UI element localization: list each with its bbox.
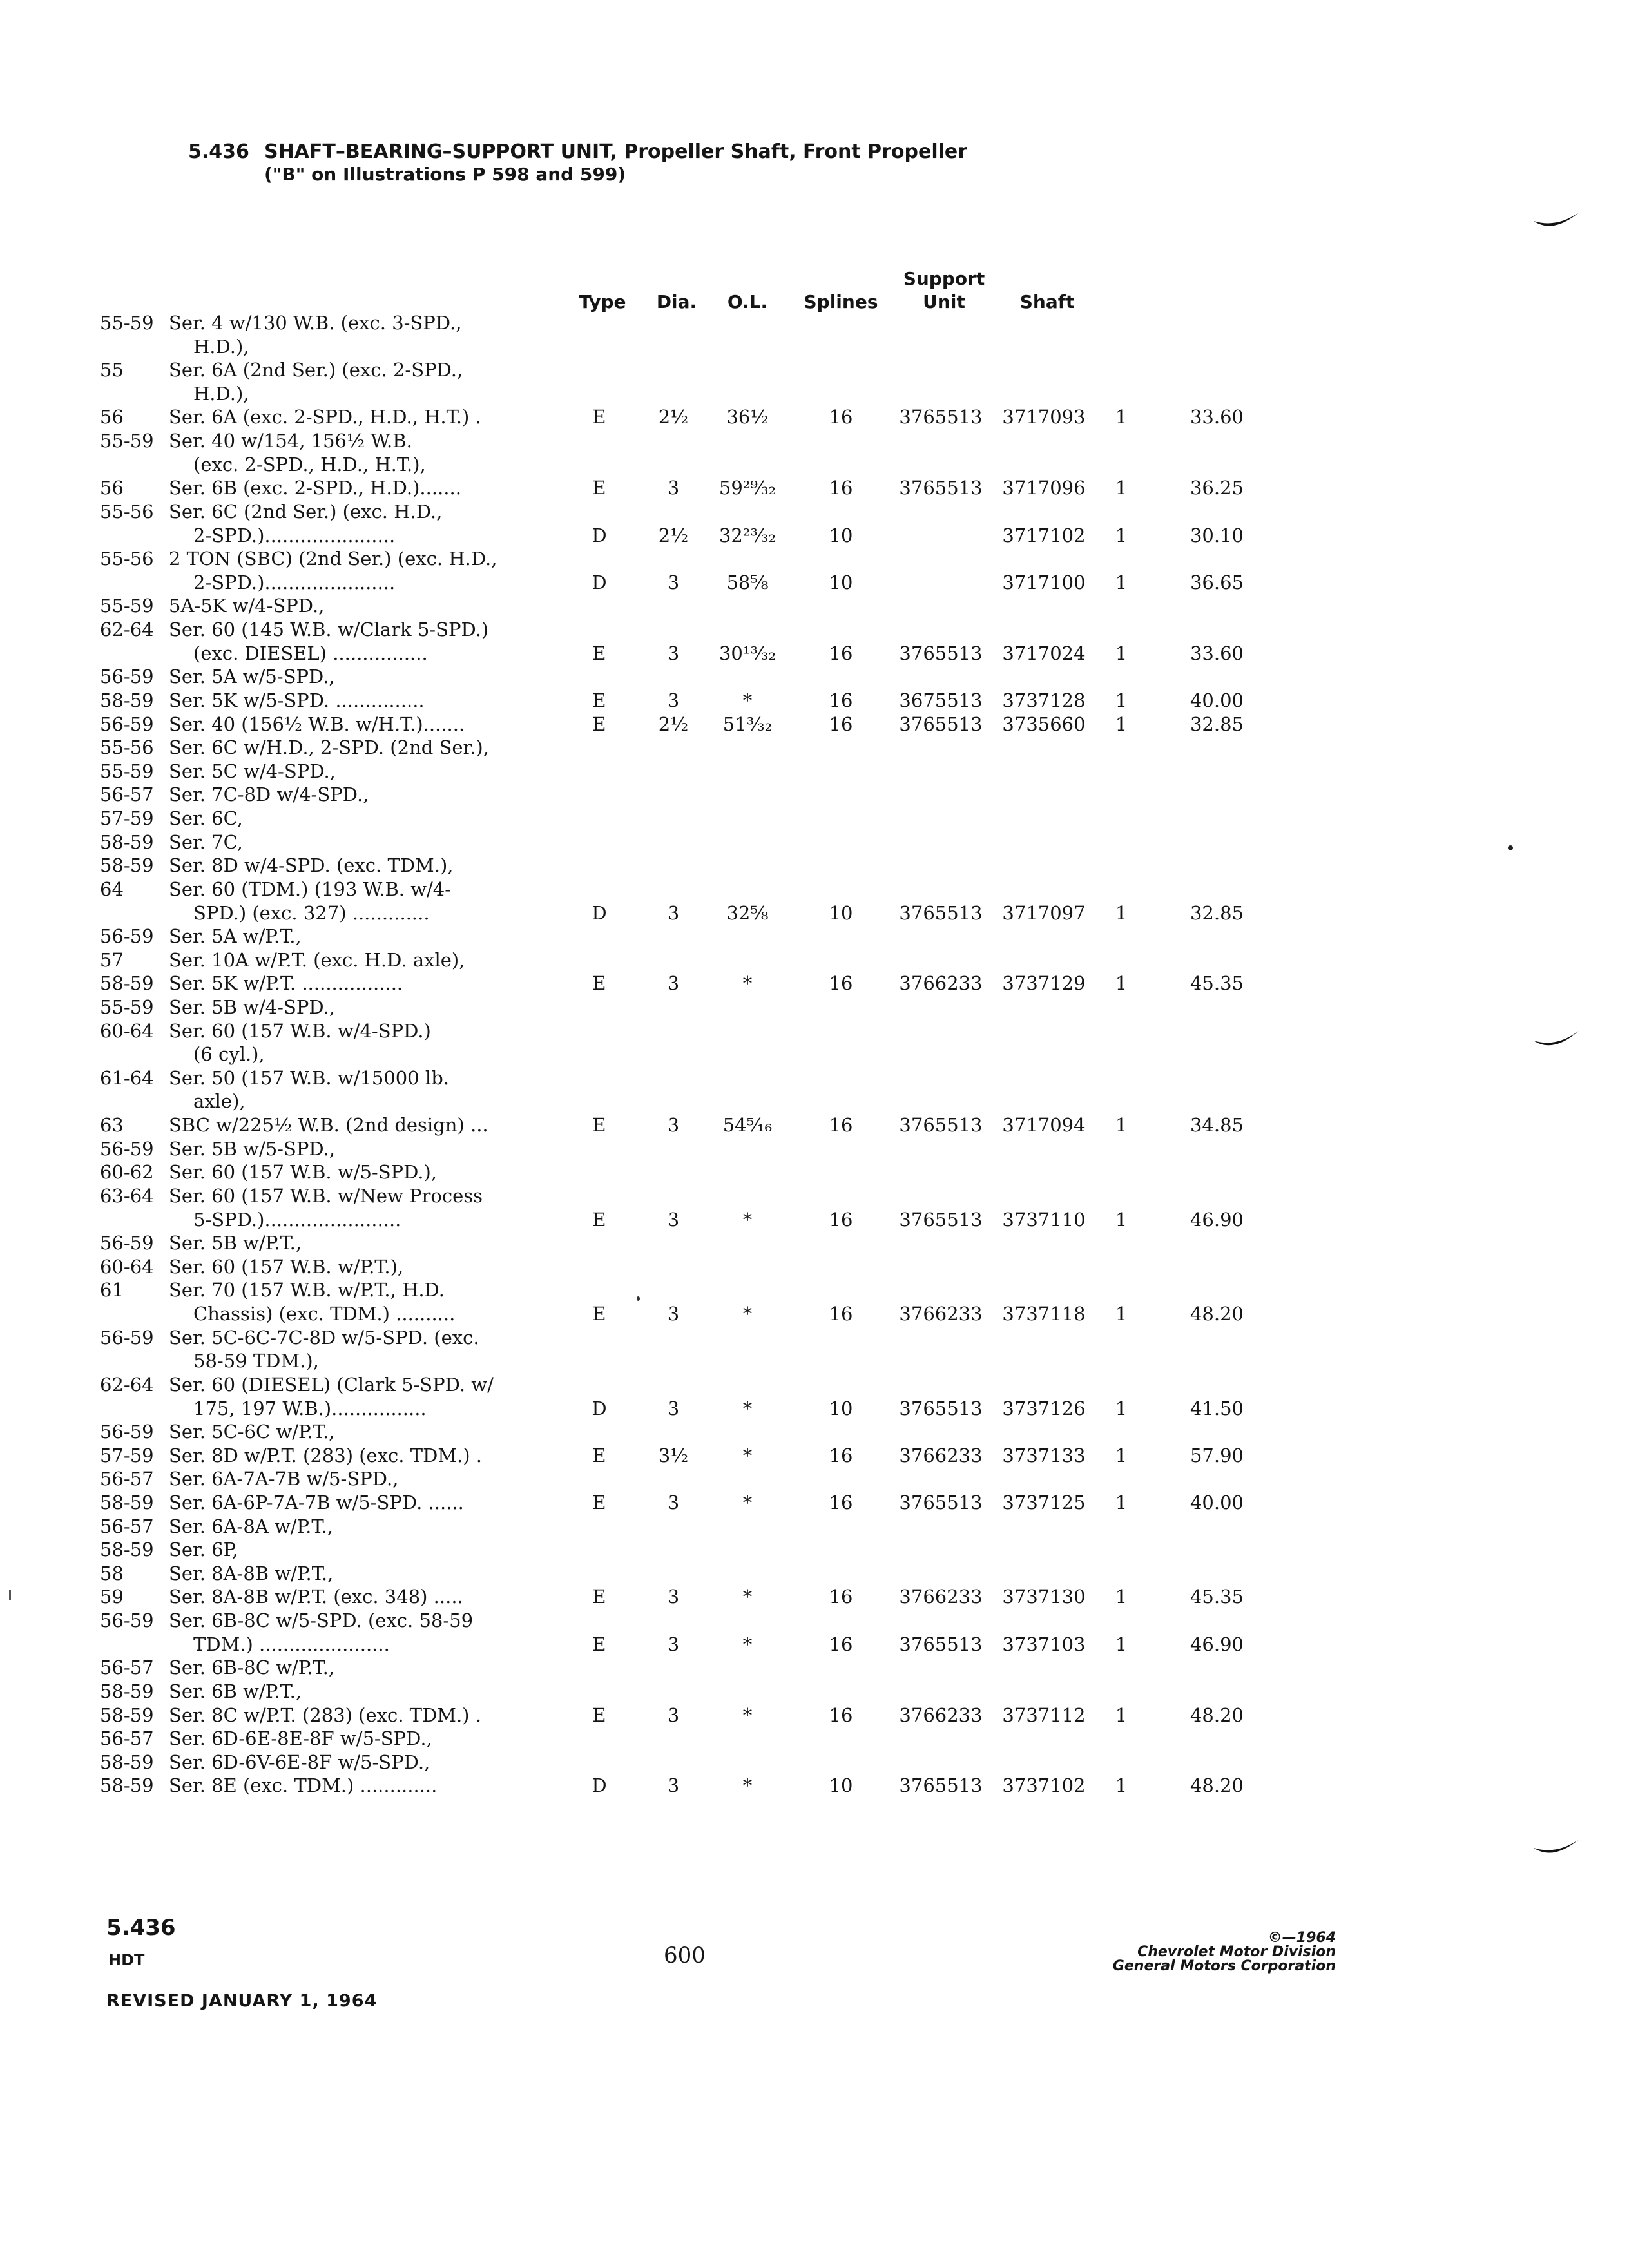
year-cell: 57-59 xyxy=(100,1445,154,1466)
diameter-cell: 3 xyxy=(667,1303,680,1325)
shaft-cell: 3737110 xyxy=(1002,1209,1086,1231)
year-cell: 56 xyxy=(100,406,124,428)
type-cell: E xyxy=(592,406,606,428)
revision-date: REVISED JANUARY 1, 1964 xyxy=(106,1991,378,2011)
shaft-cell: 3737126 xyxy=(1002,1398,1086,1419)
section-subtitle: ("B" on Illustrations P 598 and 599) xyxy=(264,164,626,185)
overall-length-cell: 32⅝ xyxy=(726,902,769,924)
quantity-cell: 1 xyxy=(1115,477,1128,499)
year-cell: 58-59 xyxy=(100,1492,154,1514)
year-cell: 55 xyxy=(100,359,124,381)
footer-code: HDT xyxy=(108,1951,145,1969)
year-cell: 58 xyxy=(100,1562,124,1584)
price-cell: 40.00 xyxy=(1190,1492,1244,1514)
description-cell: Ser. 7C-8D w/4-SPD., xyxy=(169,783,369,805)
year-cell: 55-59 xyxy=(100,760,154,782)
support-unit-cell: 3765513 xyxy=(899,1633,983,1655)
quantity-cell: 1 xyxy=(1115,1303,1128,1325)
shaft-cell: 3717094 xyxy=(1002,1114,1086,1136)
description-cell: axle), xyxy=(193,1090,246,1112)
description-cell: Ser. 5B w/5-SPD., xyxy=(169,1138,335,1160)
shaft-cell: 3737128 xyxy=(1002,689,1086,711)
year-cell: 64 xyxy=(100,878,124,900)
quantity-cell: 1 xyxy=(1115,406,1128,428)
overall-length-cell: * xyxy=(742,1398,753,1419)
description-cell: Ser. 4 w/130 W.B. (exc. 3-SPD., xyxy=(169,312,462,334)
diameter-cell: 3½ xyxy=(658,1445,689,1466)
year-cell: 58-59 xyxy=(100,1704,154,1726)
copyright: ©—1964 xyxy=(1268,1930,1336,1946)
overall-length-cell: 36½ xyxy=(726,406,769,428)
corporation-name: General Motors Corporation xyxy=(1112,1958,1336,1974)
support-unit-cell: 3765513 xyxy=(899,1114,983,1136)
year-cell: 58-59 xyxy=(100,1751,154,1773)
overall-length-cell: * xyxy=(742,1445,753,1466)
shaft-cell: 3717024 xyxy=(1002,642,1086,664)
type-cell: D xyxy=(592,524,607,546)
description-cell: Ser. 60 (DIESEL) (Clark 5-SPD. w/ xyxy=(169,1374,494,1396)
overall-length-cell: 32²³⁄₃₂ xyxy=(718,524,776,546)
year-cell: 56-59 xyxy=(100,1421,154,1443)
support-unit-cell: 3765513 xyxy=(899,642,983,664)
description-cell: 175, 197 W.B.)................ xyxy=(193,1398,427,1419)
description-cell: Ser. 60 (157 W.B. w/4-SPD.) xyxy=(169,1020,431,1042)
type-cell: D xyxy=(592,572,607,593)
description-cell: Ser. 6A-6P-7A-7B w/5-SPD. ...... xyxy=(169,1492,464,1514)
year-cell: 58-59 xyxy=(100,1539,154,1561)
description-cell: Ser. 5A w/P.T., xyxy=(169,925,302,947)
year-cell: 55-59 xyxy=(100,595,154,617)
support-unit-cell: 3766233 xyxy=(899,1704,983,1726)
description-cell: Ser. 6B-8C w/5-SPD. (exc. 58-59 xyxy=(169,1610,474,1631)
description-cell: Ser. 5K w/P.T. ................. xyxy=(169,972,403,994)
year-cell: 60-64 xyxy=(100,1020,154,1042)
price-cell: 36.25 xyxy=(1190,477,1244,499)
price-cell: 46.90 xyxy=(1190,1209,1244,1231)
quantity-cell: 1 xyxy=(1115,524,1128,546)
speck-mark-small xyxy=(637,1296,640,1301)
page-number: 600 xyxy=(664,1943,706,1968)
shaft-cell: 3717093 xyxy=(1002,406,1086,428)
type-cell: E xyxy=(592,972,606,994)
diameter-cell: 2½ xyxy=(658,713,689,735)
year-cell: 55-59 xyxy=(100,312,154,334)
year-cell: 56-59 xyxy=(100,1610,154,1631)
quantity-cell: 1 xyxy=(1115,572,1128,593)
splines-cell: 10 xyxy=(829,1774,853,1796)
diameter-cell: 3 xyxy=(667,1586,680,1608)
description-cell: Ser. 6C w/H.D., 2-SPD. (2nd Ser.), xyxy=(169,736,489,758)
description-cell: Ser. 6A-8A w/P.T., xyxy=(169,1515,333,1537)
support-unit-cell: 3675513 xyxy=(899,689,983,711)
description-cell: Ser. 5K w/5-SPD. ............... xyxy=(169,689,425,711)
year-cell: 57-59 xyxy=(100,807,154,829)
year-cell: 60-62 xyxy=(100,1161,154,1183)
price-cell: 32.85 xyxy=(1190,902,1244,924)
description-cell: Chassis) (exc. TDM.) .......... xyxy=(193,1303,456,1325)
quantity-cell: 1 xyxy=(1115,902,1128,924)
shaft-cell: 3737102 xyxy=(1002,1774,1086,1796)
year-cell: 59 xyxy=(100,1586,124,1608)
shaft-cell: 3717100 xyxy=(1002,572,1086,593)
year-cell: 58-59 xyxy=(100,1774,154,1796)
year-cell: 55-59 xyxy=(100,430,154,452)
description-cell: (exc. 2-SPD., H.D., H.T.), xyxy=(193,454,426,476)
year-cell: 58-59 xyxy=(100,831,154,853)
section-number: 5.436 xyxy=(188,140,249,163)
price-cell: 40.00 xyxy=(1190,689,1244,711)
quantity-cell: 1 xyxy=(1115,1704,1128,1726)
year-cell: 58-59 xyxy=(100,1680,154,1702)
diameter-cell: 3 xyxy=(667,1398,680,1419)
binder-hole-mark-bottom xyxy=(1530,1832,1582,1864)
quantity-cell: 1 xyxy=(1115,1209,1128,1231)
support-unit-cell: 3765513 xyxy=(899,1398,983,1419)
year-cell: 56-59 xyxy=(100,1138,154,1160)
year-cell: 56-57 xyxy=(100,1468,154,1490)
overall-length-cell: 30¹³⁄₃₂ xyxy=(718,642,776,664)
year-cell: 55-59 xyxy=(100,996,154,1018)
type-cell: E xyxy=(592,1704,606,1726)
year-cell: 56-59 xyxy=(100,713,154,735)
shaft-cell: 3737130 xyxy=(1002,1586,1086,1608)
year-cell: 56-59 xyxy=(100,666,154,687)
overall-length-cell: * xyxy=(742,972,753,994)
splines-cell: 16 xyxy=(829,1633,853,1655)
year-cell: 58-59 xyxy=(100,854,154,876)
shaft-cell: 3737112 xyxy=(1002,1704,1086,1726)
description-cell: Ser. 8C w/P.T. (283) (exc. TDM.) . xyxy=(169,1704,481,1726)
description-cell: SPD.) (exc. 327) ............. xyxy=(193,902,430,924)
description-cell: Ser. 8A-8B w/P.T. (exc. 348) ..... xyxy=(169,1586,463,1608)
year-cell: 61-64 xyxy=(100,1067,154,1089)
type-cell: E xyxy=(592,642,606,664)
price-cell: 48.20 xyxy=(1190,1774,1244,1796)
type-cell: E xyxy=(592,1445,606,1466)
description-cell: Ser. 8A-8B w/P.T., xyxy=(169,1562,334,1584)
year-cell: 56-57 xyxy=(100,1727,154,1749)
year-cell: 56-59 xyxy=(100,1327,154,1349)
description-cell: 58-59 TDM.), xyxy=(193,1350,319,1372)
splines-cell: 10 xyxy=(829,524,853,546)
quantity-cell: 1 xyxy=(1115,1445,1128,1466)
description-cell: Ser. 10A w/P.T. (exc. H.D. axle), xyxy=(169,949,465,971)
description-cell: Ser. 5C w/4-SPD., xyxy=(169,760,336,782)
type-cell: E xyxy=(592,1114,606,1136)
price-cell: 34.85 xyxy=(1190,1114,1244,1136)
description-cell: Ser. 8D w/4-SPD. (exc. TDM.), xyxy=(169,854,454,876)
description-cell: 5A-5K w/4-SPD., xyxy=(169,595,325,617)
splines-cell: 16 xyxy=(829,713,853,735)
year-cell: 55-56 xyxy=(100,736,154,758)
price-cell: 36.65 xyxy=(1190,572,1244,593)
description-cell: 2-SPD.)...................... xyxy=(193,572,396,593)
description-cell: Ser. 6B-8C w/P.T., xyxy=(169,1657,335,1678)
price-cell: 41.50 xyxy=(1190,1398,1244,1419)
description-cell: Ser. 60 (157 W.B. w/5-SPD.), xyxy=(169,1161,438,1183)
type-cell: E xyxy=(592,1492,606,1514)
diameter-cell: 2½ xyxy=(658,524,689,546)
price-cell: 32.85 xyxy=(1190,713,1244,735)
year-cell: 62-64 xyxy=(100,619,154,640)
description-cell: (exc. DIESEL) ................ xyxy=(193,642,428,664)
diameter-cell: 3 xyxy=(667,1774,680,1796)
splines-cell: 16 xyxy=(829,972,853,994)
shaft-cell: 3737103 xyxy=(1002,1633,1086,1655)
shaft-cell: 3717102 xyxy=(1002,524,1086,546)
support-unit-cell: 3765513 xyxy=(899,713,983,735)
description-cell: Ser. 60 (145 W.B. w/Clark 5-SPD.) xyxy=(169,619,489,640)
column-header-ol: O.L. xyxy=(727,291,768,312)
quantity-cell: 1 xyxy=(1115,1114,1128,1136)
description-cell: Ser. 5C-6C-7C-8D w/5-SPD. (exc. xyxy=(169,1327,479,1349)
type-cell: D xyxy=(592,1774,607,1796)
year-cell: 55-56 xyxy=(100,548,154,570)
year-cell: 56-59 xyxy=(100,1232,154,1254)
overall-length-cell: * xyxy=(742,1774,753,1796)
type-cell: E xyxy=(592,1586,606,1608)
type-cell: D xyxy=(592,1398,607,1419)
year-cell: 62-64 xyxy=(100,1374,154,1396)
binder-hole-mark-middle xyxy=(1530,1024,1582,1057)
overall-length-cell: * xyxy=(742,1492,753,1514)
splines-cell: 10 xyxy=(829,572,853,593)
description-cell: Ser. 5A w/5-SPD., xyxy=(169,666,335,687)
support-unit-cell: 3765513 xyxy=(899,1774,983,1796)
price-cell: 33.60 xyxy=(1190,406,1244,428)
description-cell: Ser. 5C-6C w/P.T., xyxy=(169,1421,335,1443)
shaft-cell: 3737125 xyxy=(1002,1492,1086,1514)
description-cell: Ser. 6D-6E-8E-8F w/5-SPD., xyxy=(169,1727,432,1749)
support-unit-cell: 3765513 xyxy=(899,406,983,428)
description-cell: Ser. 6A (2nd Ser.) (exc. 2-SPD., xyxy=(169,359,463,381)
splines-cell: 16 xyxy=(829,1114,853,1136)
splines-cell: 10 xyxy=(829,1398,853,1419)
footer-section-number: 5.436 xyxy=(106,1915,176,1941)
type-cell: E xyxy=(592,1633,606,1655)
description-cell: Ser. 8E (exc. TDM.) ............. xyxy=(169,1774,438,1796)
year-cell: 60-64 xyxy=(100,1256,154,1278)
diameter-cell: 3 xyxy=(667,572,680,593)
quantity-cell: 1 xyxy=(1115,1774,1128,1796)
splines-cell: 16 xyxy=(829,1492,853,1514)
description-cell: Ser. 6B (exc. 2-SPD., H.D.)....... xyxy=(169,477,461,499)
shaft-cell: 3737129 xyxy=(1002,972,1086,994)
column-header-support: Support xyxy=(903,268,985,289)
price-cell: 57.90 xyxy=(1190,1445,1244,1466)
diameter-cell: 3 xyxy=(667,902,680,924)
quantity-cell: 1 xyxy=(1115,1633,1128,1655)
edge-mark xyxy=(9,1590,11,1600)
support-unit-cell: 3766233 xyxy=(899,1586,983,1608)
quantity-cell: 1 xyxy=(1115,1586,1128,1608)
quantity-cell: 1 xyxy=(1115,713,1128,735)
support-unit-cell: 3765513 xyxy=(899,1492,983,1514)
description-cell: Ser. 60 (TDM.) (193 W.B. w/4- xyxy=(169,878,452,900)
support-unit-cell: 3765513 xyxy=(899,902,983,924)
year-cell: 58-59 xyxy=(100,972,154,994)
binder-hole-mark-top xyxy=(1530,205,1582,237)
type-cell: E xyxy=(592,477,606,499)
description-cell: 2-SPD.)...................... xyxy=(193,524,396,546)
description-cell: Ser. 6D-6V-6E-8F w/5-SPD., xyxy=(169,1751,430,1773)
overall-length-cell: * xyxy=(742,1586,753,1608)
type-cell: E xyxy=(592,689,606,711)
support-unit-cell: 3765513 xyxy=(899,1209,983,1231)
description-cell: H.D.), xyxy=(193,383,249,405)
overall-length-cell: * xyxy=(742,689,753,711)
diameter-cell: 2½ xyxy=(658,406,689,428)
column-header-support-unit: Unit xyxy=(923,291,965,312)
type-cell: E xyxy=(592,1303,606,1325)
year-cell: 56 xyxy=(100,477,124,499)
column-header-type: Type xyxy=(579,291,626,312)
diameter-cell: 3 xyxy=(667,689,680,711)
overall-length-cell: 51³⁄₃₂ xyxy=(722,713,773,735)
shaft-cell: 3717097 xyxy=(1002,902,1086,924)
overall-length-cell: 59²⁹⁄₃₂ xyxy=(718,477,776,499)
splines-cell: 16 xyxy=(829,406,853,428)
type-cell: E xyxy=(592,1209,606,1231)
description-cell: Ser. 60 (157 W.B. w/P.T.), xyxy=(169,1256,404,1278)
diameter-cell: 3 xyxy=(667,1114,680,1136)
price-cell: 45.35 xyxy=(1190,1586,1244,1608)
year-cell: 56-57 xyxy=(100,1515,154,1537)
overall-length-cell: * xyxy=(742,1704,753,1726)
description-cell: Ser. 6A-7A-7B w/5-SPD., xyxy=(169,1468,399,1490)
support-unit-cell: 3765513 xyxy=(899,477,983,499)
quantity-cell: 1 xyxy=(1115,972,1128,994)
column-header-splines: Splines xyxy=(804,291,878,312)
description-cell: Ser. 6B w/P.T., xyxy=(169,1680,302,1702)
quantity-cell: 1 xyxy=(1115,1492,1128,1514)
section-title: SHAFT–BEARING–SUPPORT UNIT, Propeller Shaft, Front Propeller xyxy=(264,140,968,163)
price-cell: 45.35 xyxy=(1190,972,1244,994)
description-cell: Ser. 8D w/P.T. (283) (exc. TDM.) . xyxy=(169,1445,482,1466)
description-cell: Ser. 6C (2nd Ser.) (exc. H.D., xyxy=(169,501,443,523)
splines-cell: 16 xyxy=(829,1704,853,1726)
description-cell: Ser. 6A (exc. 2-SPD., H.D., H.T.) . xyxy=(169,406,481,428)
year-cell: 61 xyxy=(100,1279,124,1301)
description-cell: Ser. 6C, xyxy=(169,807,243,829)
support-unit-cell: 3766233 xyxy=(899,1445,983,1466)
description-cell: 2 TON (SBC) (2nd Ser.) (exc. H.D., xyxy=(169,548,497,570)
year-cell: 63 xyxy=(100,1114,124,1136)
overall-length-cell: 58⅝ xyxy=(726,572,769,593)
type-cell: E xyxy=(592,713,606,735)
year-cell: 56-59 xyxy=(100,925,154,947)
description-cell: 5-SPD.)....................... xyxy=(193,1209,401,1231)
description-cell: Ser. 5B w/4-SPD., xyxy=(169,996,335,1018)
splines-cell: 10 xyxy=(829,902,853,924)
shaft-cell: 3735660 xyxy=(1002,713,1086,735)
type-cell: D xyxy=(592,902,607,924)
description-cell: Ser. 5B w/P.T., xyxy=(169,1232,302,1254)
description-cell: Ser. 50 (157 W.B. w/15000 lb. xyxy=(169,1067,449,1089)
splines-cell: 16 xyxy=(829,1445,853,1466)
diameter-cell: 3 xyxy=(667,1209,680,1231)
overall-length-cell: * xyxy=(742,1633,753,1655)
description-cell: Ser. 40 (156½ W.B. w/H.T.)....... xyxy=(169,713,465,735)
description-cell: Ser. 7C, xyxy=(169,831,243,853)
column-header-shaft: Shaft xyxy=(1019,291,1075,312)
splines-cell: 16 xyxy=(829,642,853,664)
year-cell: 58-59 xyxy=(100,689,154,711)
shaft-cell: 3737133 xyxy=(1002,1445,1086,1466)
splines-cell: 16 xyxy=(829,1303,853,1325)
diameter-cell: 3 xyxy=(667,477,680,499)
splines-cell: 16 xyxy=(829,1586,853,1608)
price-cell: 33.60 xyxy=(1190,642,1244,664)
splines-cell: 16 xyxy=(829,477,853,499)
splines-cell: 16 xyxy=(829,689,853,711)
description-cell: Ser. 6P, xyxy=(169,1539,238,1561)
price-cell: 46.90 xyxy=(1190,1633,1244,1655)
diameter-cell: 3 xyxy=(667,972,680,994)
shaft-cell: 3717096 xyxy=(1002,477,1086,499)
year-cell: 56-57 xyxy=(100,1657,154,1678)
description-cell: Ser. 40 w/154, 156½ W.B. xyxy=(169,430,412,452)
overall-length-cell: * xyxy=(742,1209,753,1231)
year-cell: 57 xyxy=(100,949,124,971)
year-cell: 55-56 xyxy=(100,501,154,523)
overall-length-cell: * xyxy=(742,1303,753,1325)
price-cell: 30.10 xyxy=(1190,524,1244,546)
quantity-cell: 1 xyxy=(1115,689,1128,711)
shaft-cell: 3737118 xyxy=(1002,1303,1086,1325)
diameter-cell: 3 xyxy=(667,1704,680,1726)
quantity-cell: 1 xyxy=(1115,642,1128,664)
overall-length-cell: 54⁵⁄₁₆ xyxy=(722,1114,773,1136)
description-cell: Ser. 70 (157 W.B. w/P.T., H.D. xyxy=(169,1279,445,1301)
description-cell: Ser. 60 (157 W.B. w/New Process xyxy=(169,1185,483,1207)
column-header-dia: Dia. xyxy=(656,291,697,312)
speck-mark xyxy=(1508,845,1513,850)
year-cell: 63-64 xyxy=(100,1185,154,1207)
price-cell: 48.20 xyxy=(1190,1303,1244,1325)
division-name: Chevrolet Motor Division xyxy=(1137,1944,1336,1960)
price-cell: 48.20 xyxy=(1190,1704,1244,1726)
description-cell: TDM.) ...................... xyxy=(193,1633,390,1655)
year-cell: 56-57 xyxy=(100,783,154,805)
description-cell: H.D.), xyxy=(193,336,249,358)
quantity-cell: 1 xyxy=(1115,1398,1128,1419)
description-cell: SBC w/225½ W.B. (2nd design) ... xyxy=(169,1114,488,1136)
diameter-cell: 3 xyxy=(667,642,680,664)
description-cell: (6 cyl.), xyxy=(193,1043,265,1065)
splines-cell: 16 xyxy=(829,1209,853,1231)
diameter-cell: 3 xyxy=(667,1492,680,1514)
support-unit-cell: 3766233 xyxy=(899,1303,983,1325)
support-unit-cell: 3766233 xyxy=(899,972,983,994)
diameter-cell: 3 xyxy=(667,1633,680,1655)
